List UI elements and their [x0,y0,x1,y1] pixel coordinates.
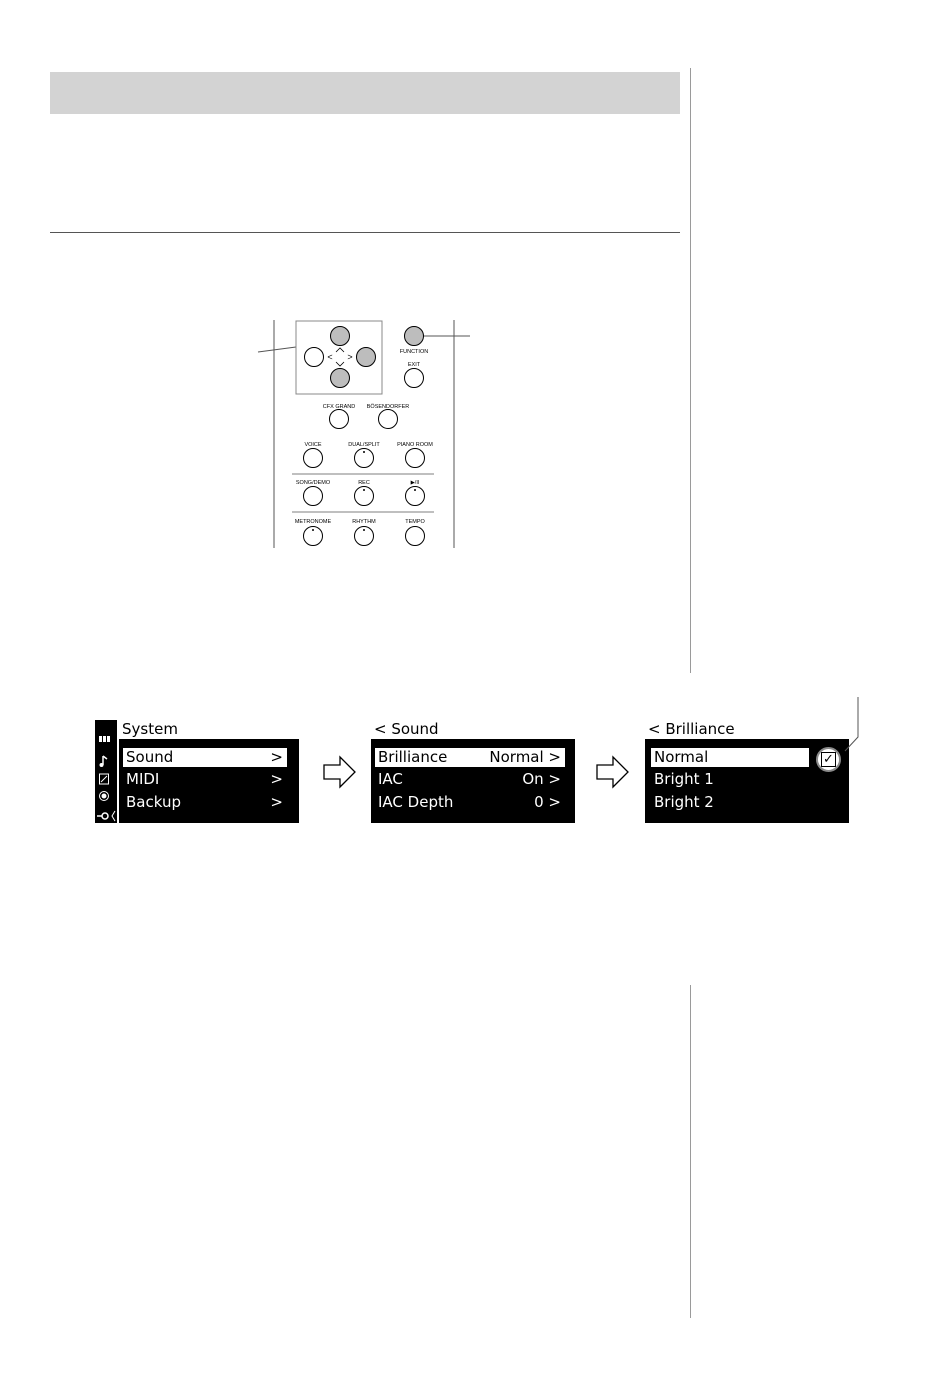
lcd-screen-brilliance [645,720,849,823]
exit-label: EXIT [407,362,421,368]
check-icon: ✓ [821,752,836,767]
option-bright-2[interactable] [651,793,809,812]
menu-item-iac-depth[interactable] [375,793,565,812]
function-label: FUNCTION [399,349,429,355]
option-label: Bright 2 [654,793,714,811]
margin-rule-top [690,68,691,673]
play-pause-label: ▶/II [410,480,420,486]
lcd-title: < Brilliance [645,720,849,739]
menu-item-label: Sound [126,748,174,766]
control-panel-illustration [240,315,480,555]
menu-item-value: 0 > [534,793,561,811]
voice-label: VOICE [304,442,322,448]
hollow-arrow-right-icon [322,754,358,790]
nav-up-glyph [336,348,344,352]
menu-item-midi[interactable] [123,770,287,789]
menu-item-sound[interactable] [123,748,287,767]
nav-right-glyph: > [347,352,353,362]
nav-left-button[interactable] [305,348,324,367]
bosendorfer-label: BÖSENDORFER [366,404,410,410]
metronome-label: METRONOME [294,519,332,525]
function-button[interactable] [405,327,424,346]
menu-item-brilliance[interactable] [375,748,565,767]
music-note-icon [100,756,108,767]
tempo-label: TEMPO [405,519,425,525]
menu-item-chevron: > [270,748,283,766]
lcd-title: System [119,720,299,739]
lcd-title: < Sound [371,720,575,739]
menu-item-chevron: > [270,770,283,788]
metronome-indicator [312,529,314,531]
piano-room-button[interactable] [406,449,425,468]
play-pause-indicator [414,489,416,491]
dual-split-label: DUAL/SPLIT [348,442,380,448]
check-callout-line [835,695,865,765]
tempo-button[interactable] [406,527,425,546]
nav-up-button[interactable] [331,327,350,346]
lcd-screen-system [95,720,299,823]
rec-label: REC [358,480,370,486]
gear-icon [97,811,115,821]
cfx-grand-label: CFX GRAND [322,404,356,410]
menu-item-iac[interactable] [375,770,565,789]
menu-item-label: MIDI [126,770,160,788]
song-demo-label: SONG/DEMO [295,480,331,486]
score-icon [100,774,109,784]
option-label: Normal [654,748,709,766]
hollow-arrow-right-icon [595,754,631,790]
section-divider [50,232,680,233]
menu-item-backup[interactable] [123,793,287,812]
option-bright-1[interactable] [651,770,809,789]
section-header-band [50,72,680,114]
record-icon [100,792,109,801]
song-demo-button[interactable] [304,487,323,506]
rhythm-label: RHYTHM [352,519,376,525]
cfx-grand-button[interactable] [330,410,349,429]
nav-down-glyph [336,362,344,366]
menu-item-label: IAC [378,770,403,788]
rhythm-indicator [363,529,365,531]
nav-right-button[interactable] [357,348,376,367]
menu-item-value: Normal > [489,748,561,766]
option-normal[interactable] [651,748,809,767]
dual-split-indicator [363,451,365,453]
menu-item-label: Backup [126,793,181,811]
lcd-screen-sound [371,720,575,823]
margin-rule-bottom [690,985,691,1318]
exit-button[interactable] [405,369,424,388]
menu-item-chevron: > [270,793,283,811]
menu-item-label: IAC Depth [378,793,454,811]
nav-left-glyph: < [327,352,333,362]
option-label: Bright 1 [654,770,714,788]
nav-down-button[interactable] [331,369,350,388]
callout-line-nav [258,347,296,352]
rec-indicator [363,489,365,491]
menu-item-value: On > [522,770,561,788]
voice-button[interactable] [304,449,323,468]
bosendorfer-button[interactable] [379,410,398,429]
piano-room-label: PIANO ROOM [397,442,433,448]
menu-item-label: Brilliance [378,748,448,766]
piano-icon [99,736,110,742]
lcd-icon-column [95,720,117,823]
